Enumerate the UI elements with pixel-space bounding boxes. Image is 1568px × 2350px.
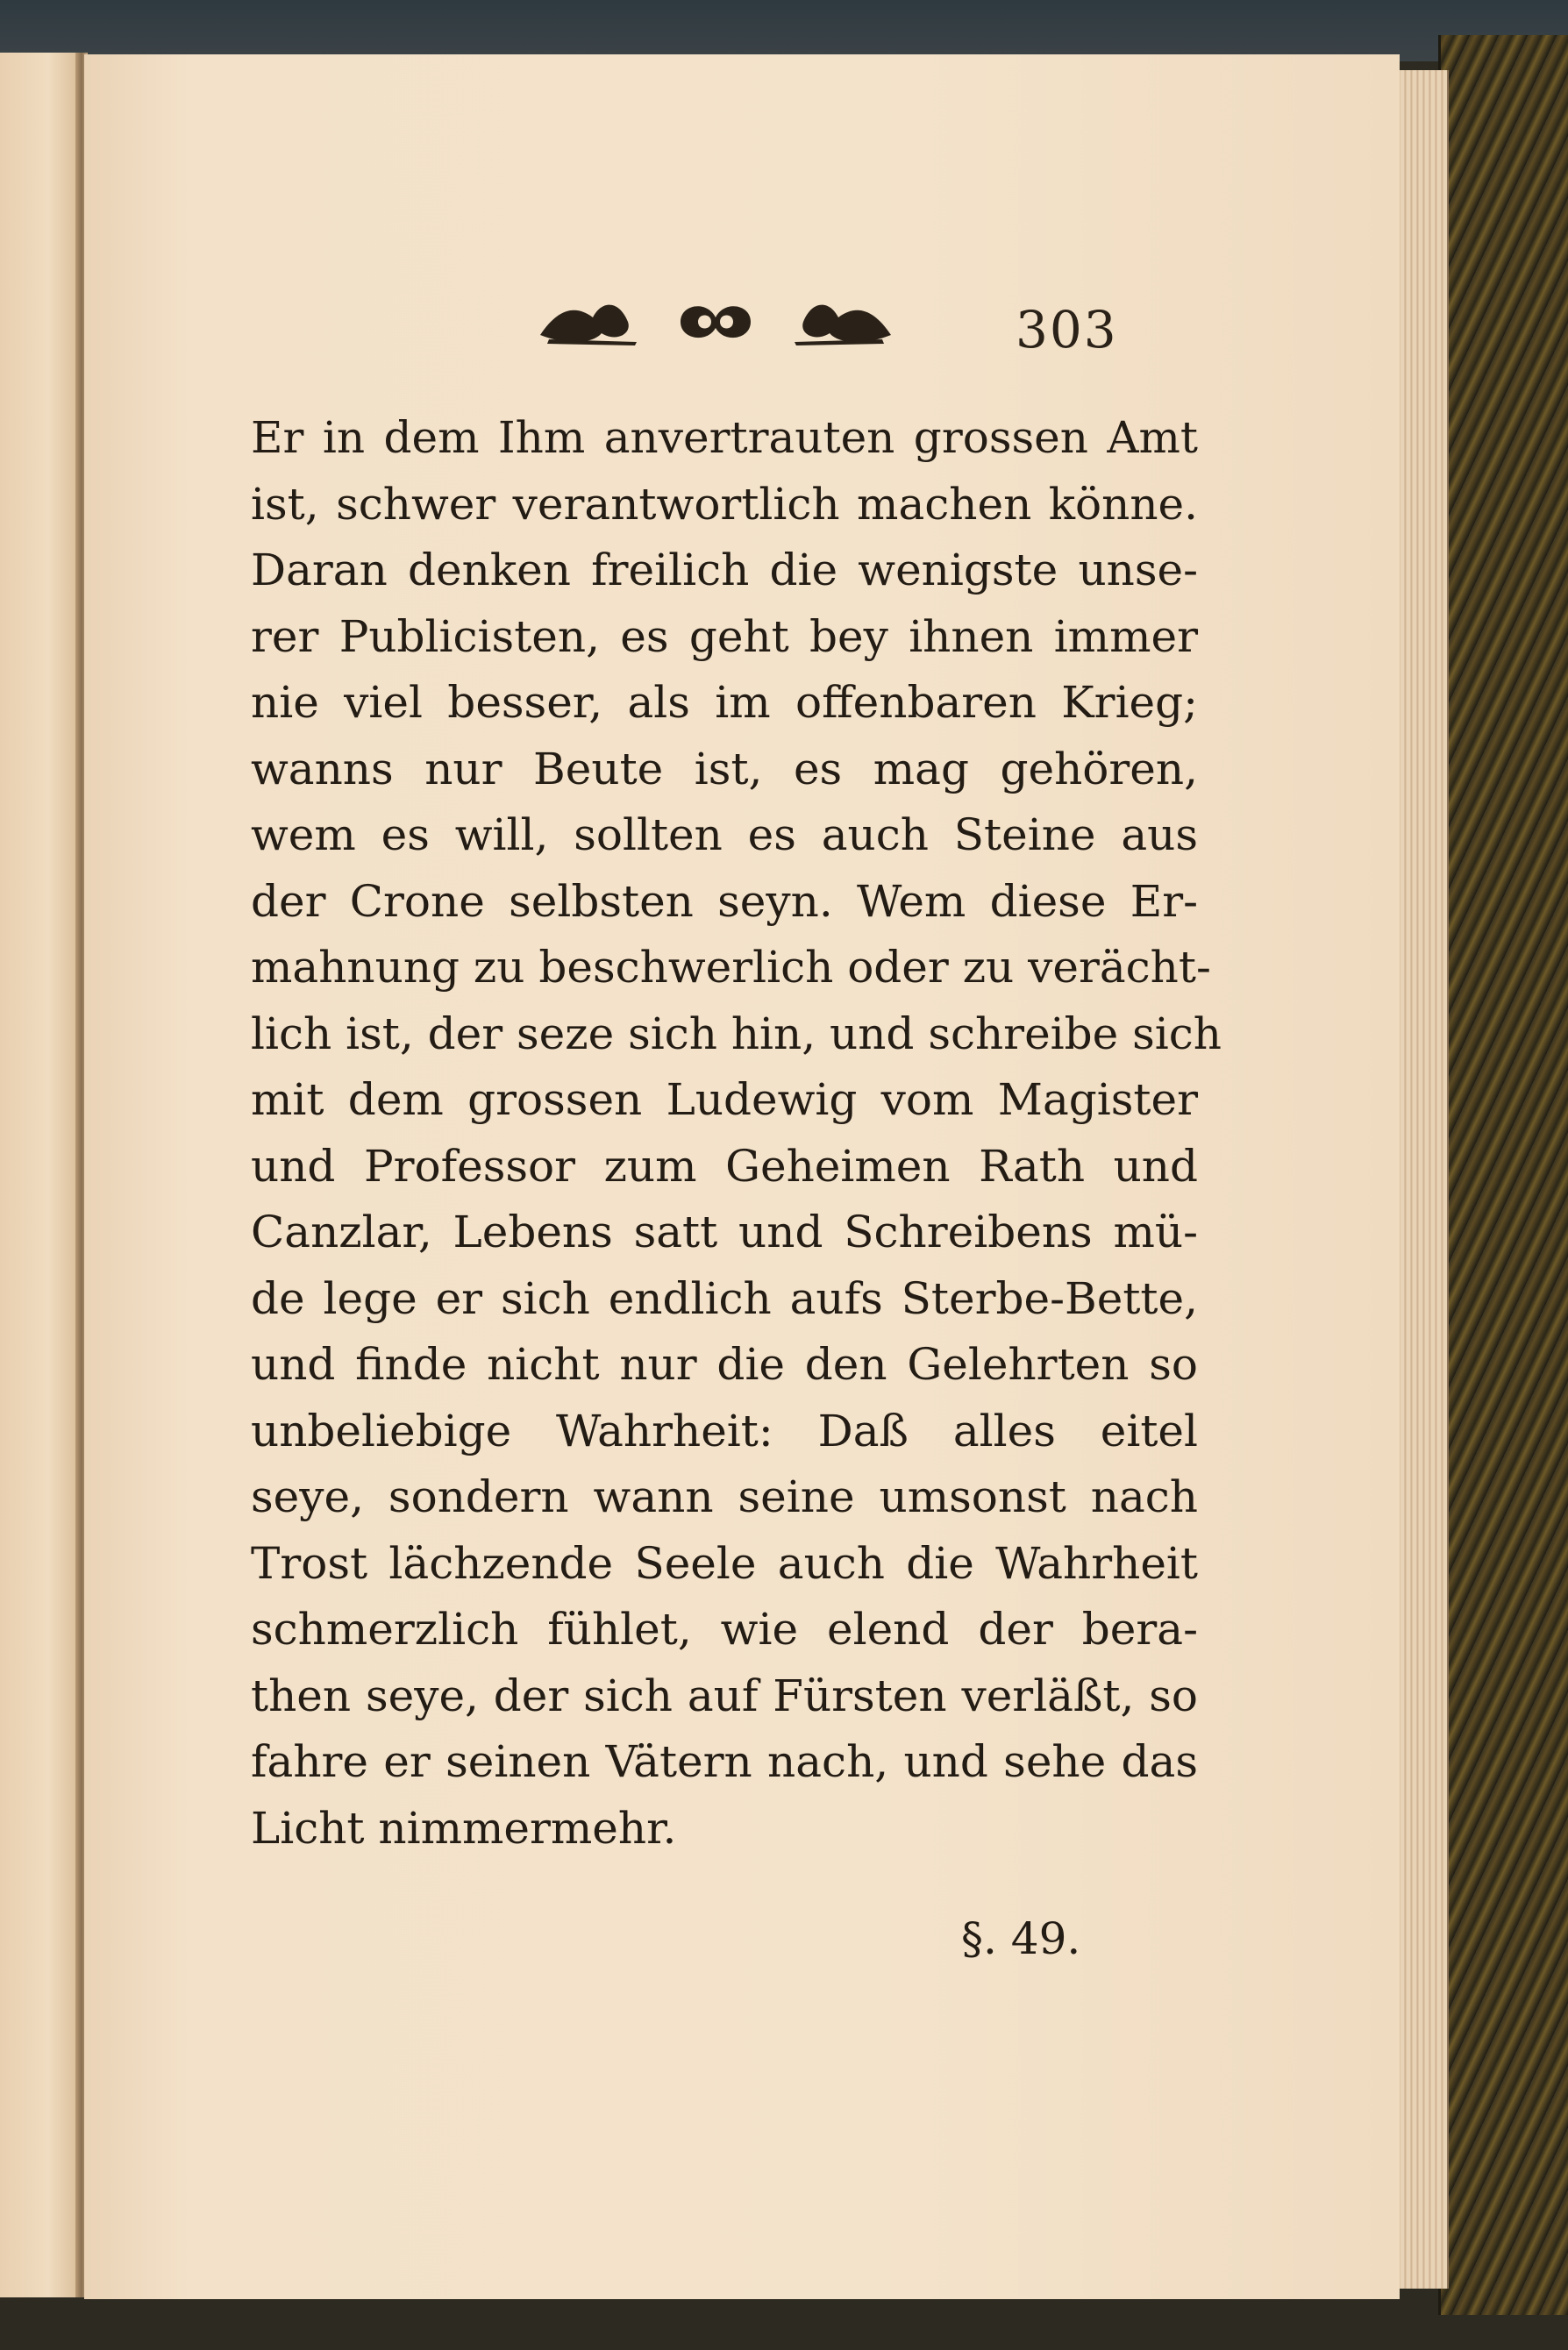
text-line: nie viel besser, als im offenbaren Krieg;: [251, 677, 1198, 728]
text-line: rer Publicisten, es geht bey ihnen immer: [251, 610, 1198, 662]
text-line: then seye, der sich auf Fürsten verläßt, so: [251, 1670, 1198, 1721]
cover-top-edge: [0, 0, 1568, 61]
page-edges: [1394, 70, 1449, 2289]
page-number: 303: [1016, 300, 1118, 360]
text-line: de lege er sich endlich aufs Sterbe-Bette,: [251, 1272, 1198, 1324]
text-line: lich ist, der seze sich hin, und schreibe sich: [251, 1008, 1222, 1059]
text-line: mit dem grossen Ludewig vom Magister: [251, 1074, 1198, 1125]
text-line: Er in dem Ihm anvertrauten grossen Amt: [251, 412, 1198, 463]
text-line: Licht nimmermehr.: [251, 1802, 677, 1854]
text-line: wem es will, sollten es auch Steine aus: [251, 809, 1198, 860]
text-line: Trost lächzende Seele auch die Wahrheit: [251, 1537, 1198, 1589]
facing-page-strip: [0, 53, 81, 2297]
text-line: fahre er seinen Vätern nach, und sehe das: [251, 1736, 1198, 1787]
text-line: mahnung zu beschwerlich oder zu verächt-: [251, 942, 1211, 993]
marbled-cover: [1438, 35, 1568, 2315]
text-line: schmerzlich fühlet, wie elend der bera-: [251, 1604, 1198, 1655]
catchword: §. 49.: [961, 1913, 1081, 1964]
text-line: der Crone selbsten seyn. Wem diese Er-: [251, 875, 1198, 927]
text-line: wanns nur Beute ist, es mag gehören,: [251, 743, 1198, 794]
text-line: und Professor zum Geheimen Rath und: [251, 1140, 1198, 1192]
text-line: Canzlar, Lebens satt und Schreibens mü-: [251, 1207, 1198, 1257]
book-page: [84, 54, 1400, 2299]
text-line: ist, schwer verantwortlich machen könne.: [251, 478, 1198, 530]
headpiece-ornament-icon: [531, 291, 900, 352]
text-line: seye, sondern wann seine umsonst nach: [251, 1471, 1198, 1522]
body-text: [251, 405, 1222, 1862]
text-line: unbeliebige Wahrheit: Daß alles eitel: [251, 1405, 1198, 1456]
text-line: Daran denken freilich die wenigste unse-: [251, 545, 1198, 595]
text-line: und finde nicht nur die den Gelehrten so: [251, 1339, 1198, 1390]
page-header: [84, 230, 1400, 361]
